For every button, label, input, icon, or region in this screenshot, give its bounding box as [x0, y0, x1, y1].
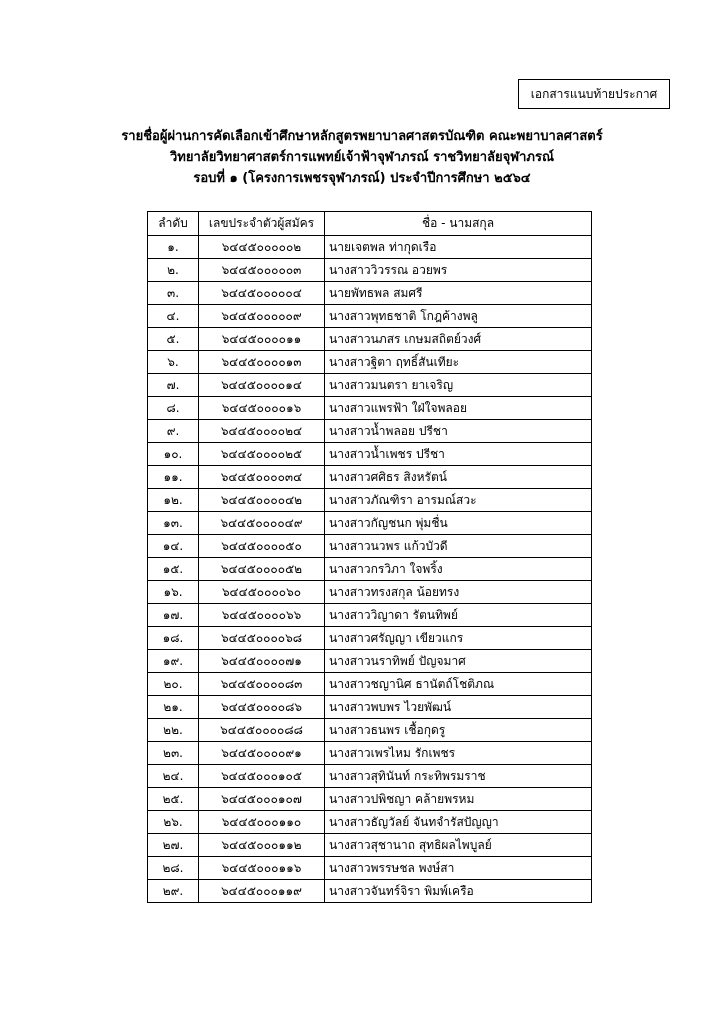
order-cell: ๑๖. — [148, 581, 199, 604]
full-name-cell: นางสาวสุชานาถ สุทธิผลไพบูลย์ — [325, 834, 592, 857]
applicant-id-cell: ๖๔๔๕๐๐๐๐๖๘ — [199, 627, 325, 650]
table-row — [148, 788, 592, 811]
table-row — [148, 696, 592, 719]
heading-line-1: รายชื่อผู้ผ่านการคัดเลือกเข้าศึกษาหลักสูตรพยาบาลศาสตรบัณฑิต คณะพยาบาลศาสตร์ — [121, 129, 603, 144]
full-name-cell: นางสาวกัญชนก พุ่มชื่น — [325, 512, 592, 535]
table-row — [148, 558, 592, 581]
full-name-cell: นางสาวนวพร แก้วบัวดี — [325, 535, 592, 558]
order-cell: ๑๘. — [148, 627, 199, 650]
order-cell: ๒๓. — [148, 742, 199, 765]
table-row — [148, 374, 592, 397]
applicant-id-cell: ๖๔๔๕๐๐๐๐๑๔ — [199, 374, 325, 397]
full-name-cell: นางสาวภัณฑิรา อารมณ์สวะ — [325, 489, 592, 512]
full-name-cell: นางสาวศศิธร สิงหรัตน์ — [325, 466, 592, 489]
order-cell: ๑๐. — [148, 443, 199, 466]
table-row — [148, 880, 592, 903]
table-row — [148, 765, 592, 788]
applicant-id-cell: ๖๔๔๕๐๐๐๐๖๖ — [199, 604, 325, 627]
order-cell: ๔. — [148, 305, 199, 328]
full-name-cell: นางสาวธัญวัลย์ จันทจำรัสปัญญา — [325, 811, 592, 834]
table-row — [148, 282, 592, 305]
applicant-id-cell: ๖๔๔๕๐๐๐๐๑๖ — [199, 397, 325, 420]
order-cell: ๑๑. — [148, 466, 199, 489]
table-row — [148, 512, 592, 535]
table-row — [148, 351, 592, 374]
order-cell: ๑๙. — [148, 650, 199, 673]
applicant-id-cell: ๖๔๔๕๐๐๐๐๒๕ — [199, 443, 325, 466]
applicant-id-cell: ๖๔๔๕๐๐๐๐๖๐ — [199, 581, 325, 604]
order-cell: ๒๙. — [148, 880, 199, 903]
full-name-cell: นางสาววิวรรณ อวยพร — [325, 259, 592, 282]
table-header-row — [148, 212, 592, 236]
order-cell: ๑๓. — [148, 512, 199, 535]
order-cell: ๒๘. — [148, 857, 199, 880]
full-name-cell: นางสาวแพรฟ้า ใฝ่ใจพลอย — [325, 397, 592, 420]
order-cell: ๒๑. — [148, 696, 199, 719]
applicant-id-cell: ๖๔๔๕๐๐๐๐๙๑ — [199, 742, 325, 765]
applicant-id-cell: ๖๔๔๕๐๐๐๑๑๙ — [199, 880, 325, 903]
applicant-id-cell: ๖๔๔๕๐๐๐๐๐๔ — [199, 282, 325, 305]
full-name-cell: นางสาววิญาดา รัตนทิพย์ — [325, 604, 592, 627]
table-row — [148, 673, 592, 696]
full-name-cell: นางสาวชญานิศ ธานัตถ์โชติภณ — [325, 673, 592, 696]
order-cell: ๗. — [148, 374, 199, 397]
heading-line-2: วิทยาลัยวิทยาศาสตร์การแพทย์เจ้าฟ้าจุฬาภรณ์ ราชวิทยาลัยจุฬาภรณ์ — [169, 150, 555, 165]
table-row — [148, 397, 592, 420]
order-cell: ๕. — [148, 328, 199, 351]
header-applicant-id: เลขประจำตัวผู้สมัคร — [199, 212, 325, 236]
table-row — [148, 535, 592, 558]
order-cell: ๒. — [148, 259, 199, 282]
table-row — [148, 259, 592, 282]
table-row — [148, 604, 592, 627]
applicant-id-cell: ๖๔๔๕๐๐๐๐๒๔ — [199, 420, 325, 443]
table-row — [148, 857, 592, 880]
table-row — [148, 834, 592, 857]
order-cell: ๑. — [148, 236, 199, 259]
order-cell: ๖. — [148, 351, 199, 374]
table-row — [148, 811, 592, 834]
attachment-label: เอกสารแนบท้ายประกาศ — [530, 86, 658, 101]
full-name-cell: นางสาวจันทร์จิรา พิมพ์เครือ — [325, 880, 592, 903]
heading-line-3: รอบที่ ๑ (โครงการเพชรจุฬาภรณ์) ประจำปีการศึกษา ๒๕๖๔ — [193, 171, 531, 186]
full-name-cell: นางสาวน้ำพลอย ปรีชา — [325, 420, 592, 443]
table-row — [148, 236, 592, 259]
full-name-cell: นายพัทธพล สมศรี — [325, 282, 592, 305]
applicant-id-cell: ๖๔๔๕๐๐๐๐๑๑ — [199, 328, 325, 351]
order-cell: ๒๖. — [148, 811, 199, 834]
order-cell: ๘. — [148, 397, 199, 420]
applicant-id-cell: ๖๔๔๕๐๐๐๐๐๙ — [199, 305, 325, 328]
table-row — [148, 443, 592, 466]
applicant-id-cell: ๖๔๔๕๐๐๐๐๐๓ — [199, 259, 325, 282]
applicant-id-cell: ๖๔๔๕๐๐๐๑๑๐ — [199, 811, 325, 834]
applicant-table — [147, 211, 592, 903]
order-cell: ๒๔. — [148, 765, 199, 788]
table-row — [148, 420, 592, 443]
applicant-id-cell: ๖๔๔๕๐๐๐๑๐๕ — [199, 765, 325, 788]
table-body — [148, 236, 592, 903]
full-name-cell: นางสาวธนพร เชื้อกุดรู — [325, 719, 592, 742]
full-name-cell: นางสาวน้ำเพชร ปรีชา — [325, 443, 592, 466]
full-name-cell: นางสาวนราทิพย์ ปัญจมาศ — [325, 650, 592, 673]
full-name-cell: นางสาวกรวิภา ใจพริ้ง — [325, 558, 592, 581]
table-row — [148, 650, 592, 673]
full-name-cell: นางสาวพุทธชาติ โกฎค้างพลู — [325, 305, 592, 328]
full-name-cell: นายเจตพล ท่ากุดเรือ — [325, 236, 592, 259]
applicant-id-cell: ๖๔๔๕๐๐๐๐๕๒ — [199, 558, 325, 581]
table-row — [148, 581, 592, 604]
table-row — [148, 742, 592, 765]
table-row — [148, 489, 592, 512]
applicant-id-cell: ๖๔๔๕๐๐๐๐๕๐ — [199, 535, 325, 558]
table-row — [148, 466, 592, 489]
full-name-cell: นางสาวมนตรา ยาเจริญ — [325, 374, 592, 397]
order-cell: ๑๒. — [148, 489, 199, 512]
applicant-id-cell: ๖๔๔๕๐๐๐๐๐๒ — [199, 236, 325, 259]
full-name-cell: นางสาวนภสร เกษมสถิตย์วงศ์ — [325, 328, 592, 351]
header-full-name: ชื่อ - นามสกุล — [325, 212, 592, 236]
full-name-cell: นางสาวเพรไหม รักเพชร — [325, 742, 592, 765]
order-cell: ๒๕. — [148, 788, 199, 811]
attachment-label-box — [518, 79, 670, 109]
document-heading — [0, 126, 724, 189]
applicant-id-cell: ๖๔๔๕๐๐๐๐๘๖ — [199, 696, 325, 719]
applicant-id-cell: ๖๔๔๕๐๐๐๐๘๘ — [199, 719, 325, 742]
order-cell: ๑๔. — [148, 535, 199, 558]
full-name-cell: นางสาวสุทินันท์ กระทิพรมราช — [325, 765, 592, 788]
full-name-cell: นางสาวศรัญญา เขียวแกร — [325, 627, 592, 650]
order-cell: ๓. — [148, 282, 199, 305]
order-cell: ๑๕. — [148, 558, 199, 581]
full-name-cell: นางสาวพบพร ไวยพัฒน์ — [325, 696, 592, 719]
applicant-id-cell: ๖๔๔๕๐๐๐๐๑๓ — [199, 351, 325, 374]
applicant-id-cell: ๖๔๔๕๐๐๐๑๐๗ — [199, 788, 325, 811]
full-name-cell: นางสาวปพิชญา คล้ายพรหม — [325, 788, 592, 811]
applicant-id-cell: ๖๔๔๕๐๐๐๐๘๓ — [199, 673, 325, 696]
table-row — [148, 328, 592, 351]
applicant-id-cell: ๖๔๔๕๐๐๐๐๗๑ — [199, 650, 325, 673]
applicant-id-cell: ๖๔๔๕๐๐๐๐๔๙ — [199, 512, 325, 535]
applicant-id-cell: ๖๔๔๕๐๐๐๐๔๒ — [199, 489, 325, 512]
table-row — [148, 719, 592, 742]
table-row — [148, 305, 592, 328]
table-row — [148, 627, 592, 650]
applicant-id-cell: ๖๔๔๕๐๐๐๑๑๒ — [199, 834, 325, 857]
full-name-cell: นางสาวพรรษชล พงษ์สา — [325, 857, 592, 880]
applicant-id-cell: ๖๔๔๕๐๐๐๐๓๔ — [199, 466, 325, 489]
order-cell: ๑๗. — [148, 604, 199, 627]
order-cell: ๒๗. — [148, 834, 199, 857]
header-order: ลำดับ — [148, 212, 199, 236]
order-cell: ๒๒. — [148, 719, 199, 742]
full-name-cell: นางสาวฐิตา ฤทธิ์สันเทียะ — [325, 351, 592, 374]
applicant-id-cell: ๖๔๔๕๐๐๐๑๑๖ — [199, 857, 325, 880]
order-cell: ๒๐. — [148, 673, 199, 696]
full-name-cell: นางสาวทรงสกุล น้อยทรง — [325, 581, 592, 604]
order-cell: ๙. — [148, 420, 199, 443]
